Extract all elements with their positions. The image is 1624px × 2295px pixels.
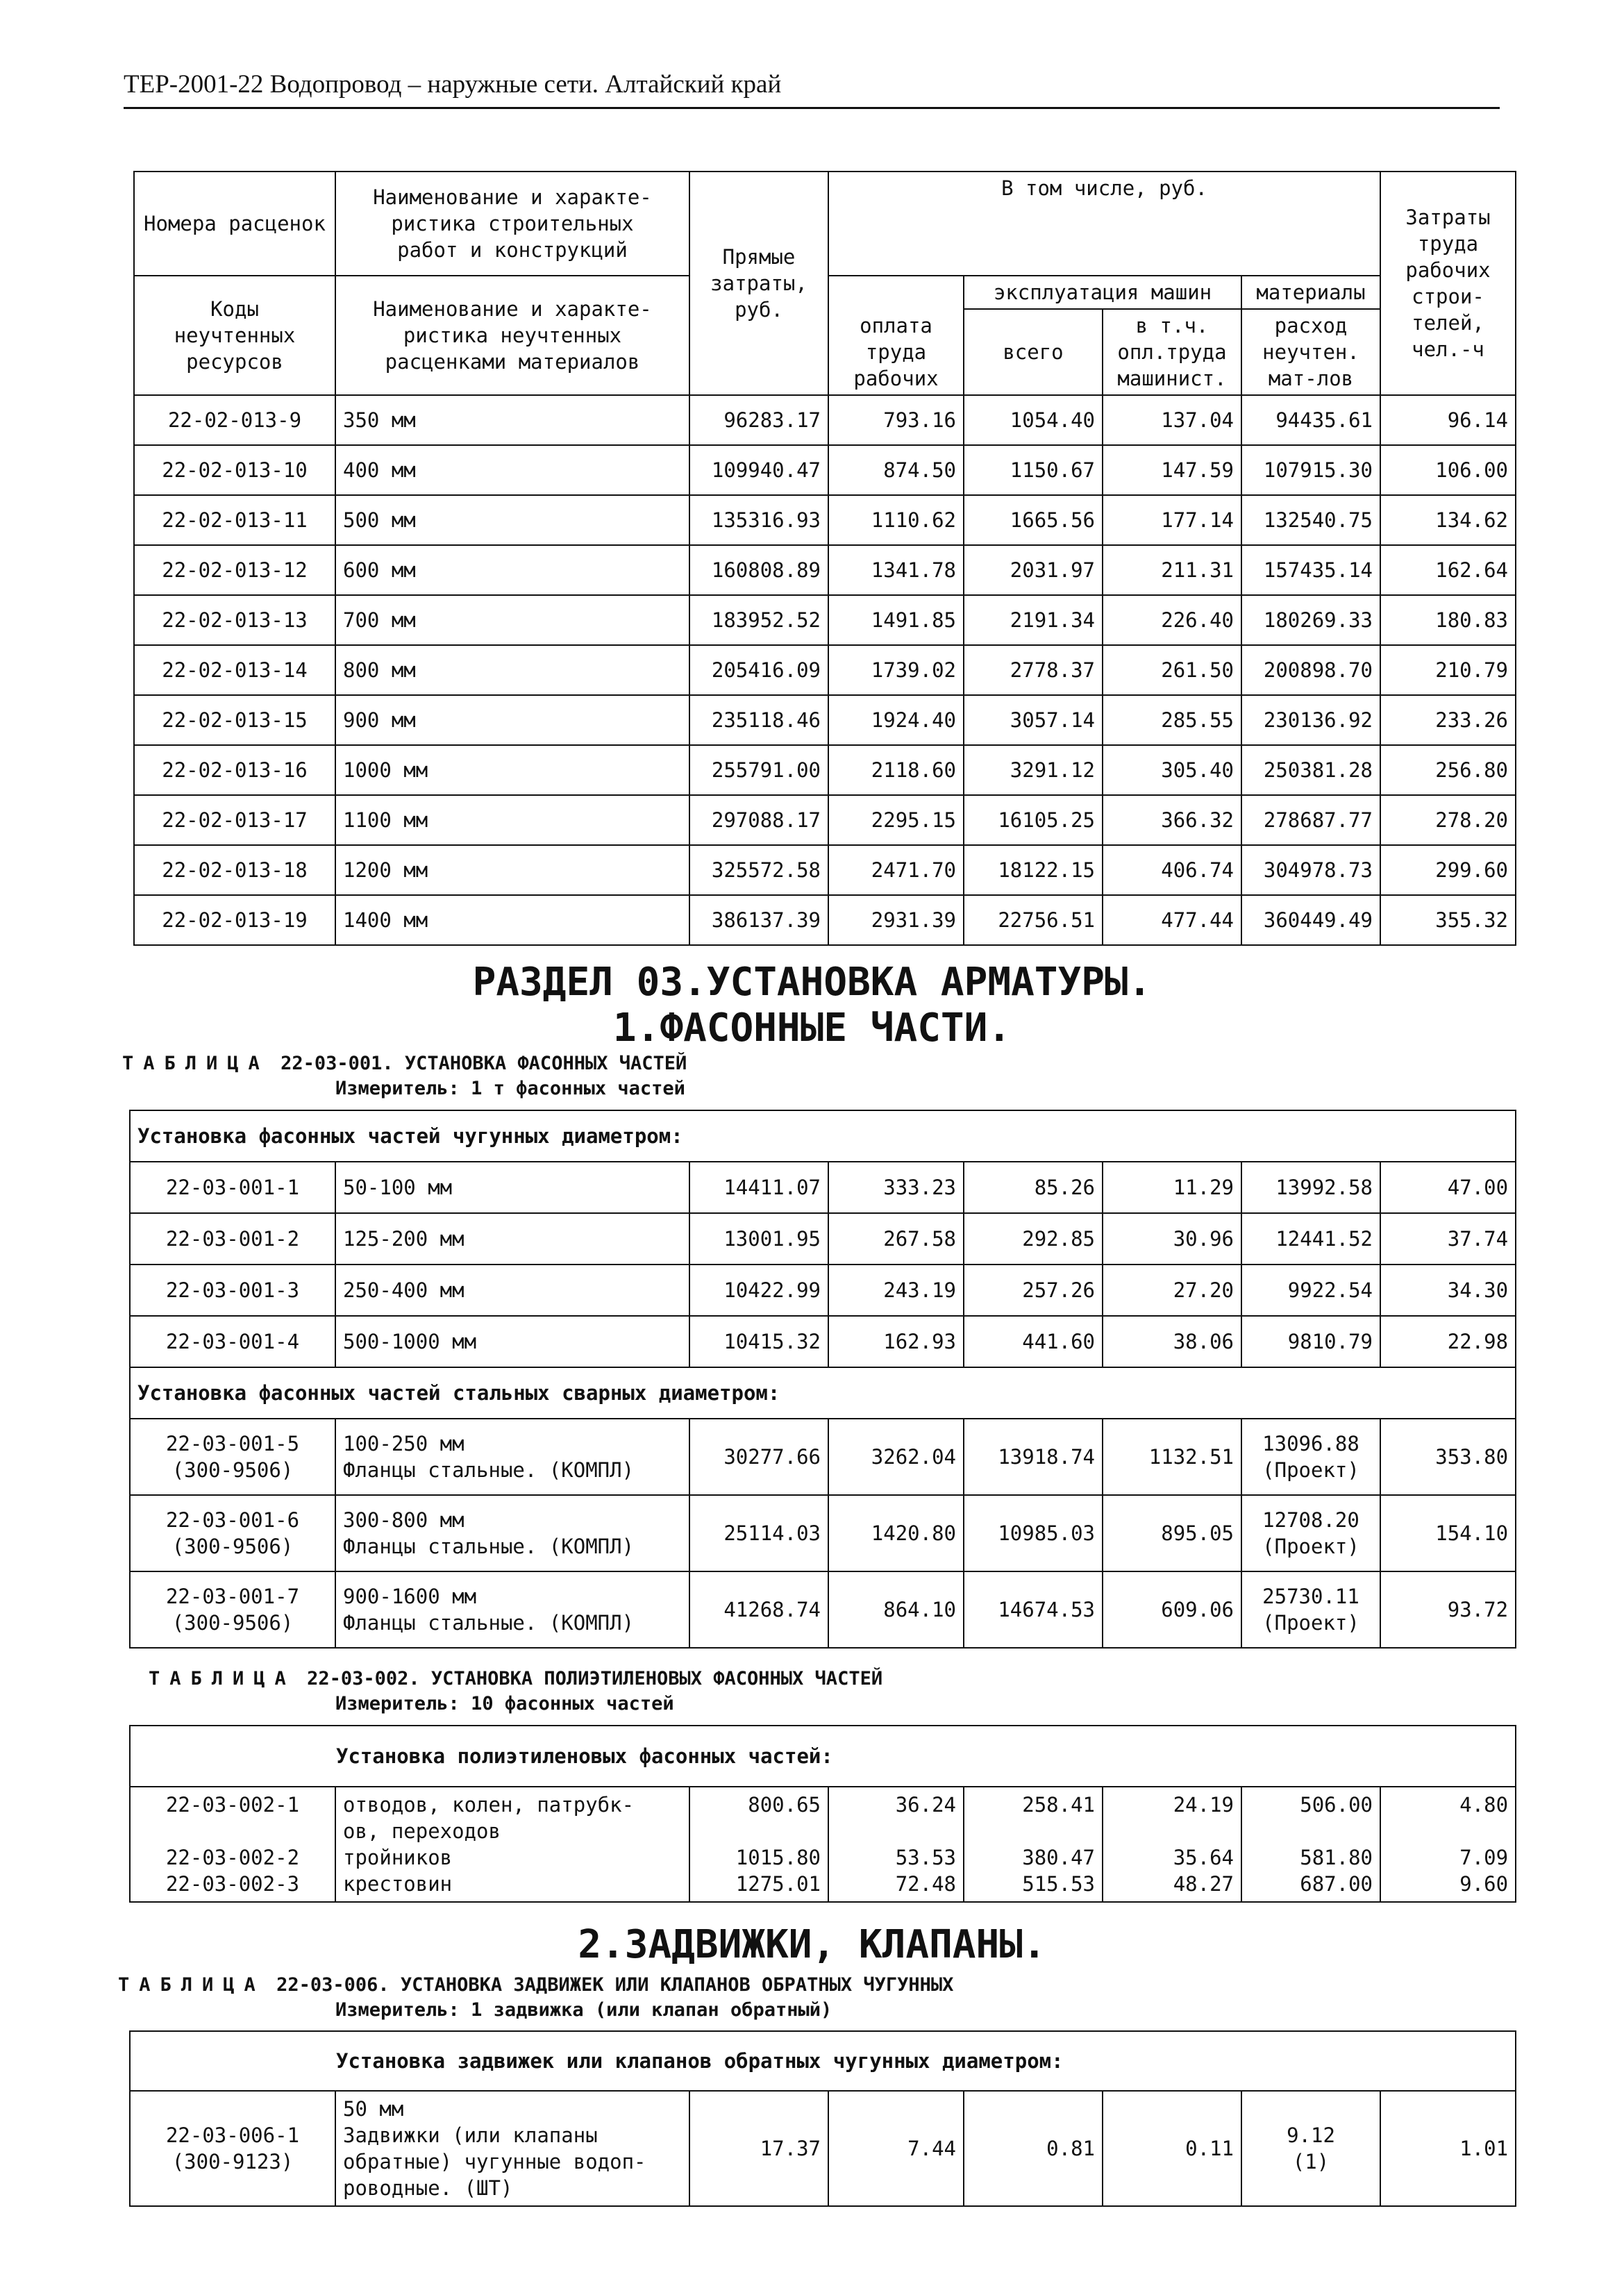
machines-total: 3057.14 [964,695,1103,745]
subsection-valves: 2.ЗАДВИЖКИ, КЛАПАНЫ. [578,1922,1046,1967]
rate-name: 300-800 мм Фланцы стальные. (КОМПЛ) [335,1495,689,1571]
section-title: РАЗДЕЛ 03.УСТАНОВКА АРМАТУРЫ. [472,960,1152,1005]
table-row [130,1787,1516,1902]
rate-name: 1000 мм [335,745,689,795]
rate-codes: 22-03-002-1 22-03-002-2 22-03-002-3 [130,1787,335,1902]
rate-code: 22-02-013-15 [134,695,335,745]
labor-cost: 154.10 [1380,1495,1516,1571]
direct-costs: 14411.07 [689,1162,828,1213]
labor-pay: 2118.60 [828,745,964,795]
labor-pay: 864.10 [828,1571,964,1648]
table-caption-001 [122,1053,687,1074]
table-row [130,1316,1516,1367]
machines-operator-pay: 609.06 [1103,1571,1241,1648]
rate-code: 22-03-001-7 (300-9506) [130,1571,335,1648]
direct-costs: 255791.00 [689,745,828,795]
table-row [130,2091,1516,2206]
machines-total: 22756.51 [964,895,1103,945]
labor-cost: 210.79 [1380,645,1516,695]
machines-total: 2191.34 [964,595,1103,645]
materials: 13096.88 (Проект) [1241,1419,1380,1495]
rate-code: 22-03-006-1 (300-9123) [130,2091,335,2206]
materials: 230136.92 [1241,695,1380,745]
labor-cost: 4.80 7.09 9.60 [1380,1787,1516,1902]
rate-name: 50-100 мм [335,1162,689,1213]
rate-name: 1200 мм [335,845,689,895]
table-measure-002: Измеритель: 10 фасонных частей [335,1693,674,1714]
machines-total: 441.60 [964,1316,1103,1367]
machines-total: 1665.56 [964,495,1103,545]
materials: 9.12 (1) [1241,2091,1380,2206]
materials: 132540.75 [1241,495,1380,545]
machines-total: 10985.03 [964,1495,1103,1571]
table-row [134,495,1516,545]
machines-total: 258.41 380.47 515.53 [964,1787,1103,1902]
rate-code: 22-03-001-2 [130,1213,335,1265]
machines-total: 1054.40 [964,395,1103,445]
table-measure-006: Измеритель: 1 задвижка (или клапан обратный) [335,1999,832,2021]
table-title: 22-03-002. УСТАНОВКА ПОЛИЭТИЛЕНОВЫХ ФАСОННЫХ ЧАСТЕЙ [307,1668,883,1689]
table-label: ТАБЛИЦА [149,1668,296,1689]
group-heading: Установка фасонных частей чугунных диаметром: [130,1110,1516,1162]
labor-cost: 93.72 [1380,1571,1516,1648]
group-heading: Установка фасонных частей стальных сварных диаметром: [130,1367,1516,1419]
table-row [134,845,1516,895]
labor-pay: 2295.15 [828,795,964,845]
table-title: 22-03-006. УСТАНОВКА ЗАДВИЖЕК ИЛИ КЛАПАНОВ ОБРАТНЫХ ЧУГУННЫХ [276,1974,954,1996]
machines-total: 0.81 [964,2091,1103,2206]
table-row [130,1571,1516,1648]
rate-code: 22-03-001-5 (300-9506) [130,1419,335,1495]
table-row [134,745,1516,795]
labor-cost: 233.26 [1380,695,1516,745]
machines-operator-pay: 1132.51 [1103,1419,1241,1495]
direct-costs: 10422.99 [689,1265,828,1316]
rate-name: 500-1000 мм [335,1316,689,1367]
subsection-fittings: 1.ФАСОННЫЕ ЧАСТИ. [612,1005,1012,1051]
machines-operator-pay: 211.31 [1103,545,1241,595]
materials: 12708.20 (Проект) [1241,1495,1380,1571]
direct-costs: 13001.95 [689,1213,828,1265]
machines-operator-pay: 147.59 [1103,445,1241,495]
col-machines-operator-pay: в т.ч. опл.труда машинист. [1103,309,1241,395]
col-machines: эксплуатация машин [964,276,1241,309]
rate-code: 22-03-001-3 [130,1265,335,1316]
labor-pay: 2931.39 [828,895,964,945]
table-label: ТАБЛИЦА [122,1053,269,1074]
col-labor-pay: оплата труда рабочих [828,276,964,395]
materials: 157435.14 [1241,545,1380,595]
materials: 107915.30 [1241,445,1380,495]
machines-total: 16105.25 [964,795,1103,845]
labor-pay: 793.16 [828,395,964,445]
direct-costs: 17.37 [689,2091,828,2206]
page-header: ТЕР-2001-22 Водопровод – наружные сети. Алтайский край [124,70,782,99]
group-row [130,1367,1516,1419]
labor-cost: 106.00 [1380,445,1516,495]
rate-name: 350 мм [335,395,689,445]
rates-table-22-03-002 [129,1725,1516,1903]
machines-total: 292.85 [964,1213,1103,1265]
group-heading: Установка полиэтиленовых фасонных частей: [130,1726,1516,1787]
labor-cost: 47.00 [1380,1162,1516,1213]
direct-costs: 109940.47 [689,445,828,495]
col-rate-numbers: Номера расценок [134,172,335,276]
direct-costs: 135316.93 [689,495,828,545]
machines-operator-pay: 285.55 [1103,695,1241,745]
table-row [134,445,1516,495]
materials: 304978.73 [1241,845,1380,895]
direct-costs: 30277.66 [689,1419,828,1495]
col-work-name: Наименование и характе- ристика строительных работ и конструкций [335,172,689,276]
labor-cost: 278.20 [1380,795,1516,845]
labor-cost: 355.32 [1380,895,1516,945]
materials: 250381.28 [1241,745,1380,795]
materials: 9810.79 [1241,1316,1380,1367]
labor-pay: 7.44 [828,2091,964,2206]
materials: 506.00 581.80 687.00 [1241,1787,1380,1902]
machines-total: 14674.53 [964,1571,1103,1648]
rates-table-22-02-013 [133,171,1516,946]
machines-operator-pay: 30.96 [1103,1213,1241,1265]
rate-code: 22-02-013-9 [134,395,335,445]
machines-operator-pay: 406.74 [1103,845,1241,895]
rate-name: 500 мм [335,495,689,545]
header-divider [124,107,1500,109]
machines-total: 2778.37 [964,645,1103,695]
table-caption-002 [149,1668,882,1689]
labor-cost: 34.30 [1380,1265,1516,1316]
machines-total: 18122.15 [964,845,1103,895]
machines-operator-pay: 477.44 [1103,895,1241,945]
direct-costs: 25114.03 [689,1495,828,1571]
rate-name: 600 мм [335,545,689,595]
table-title: 22-03-001. УСТАНОВКА ФАСОННЫХ ЧАСТЕЙ [281,1053,687,1074]
col-direct-costs: Прямые затраты, руб. [689,172,828,395]
machines-total: 13918.74 [964,1419,1103,1495]
machines-total: 85.26 [964,1162,1103,1213]
labor-pay: 1420.80 [828,1495,964,1571]
rate-name: 800 мм [335,645,689,695]
machines-operator-pay: 177.14 [1103,495,1241,545]
labor-pay: 162.93 [828,1316,964,1367]
labor-cost: 37.74 [1380,1213,1516,1265]
col-unaccounted-codes: Коды неучтенных ресурсов [134,276,335,395]
labor-cost: 22.98 [1380,1316,1516,1367]
labor-pay: 874.50 [828,445,964,495]
table-row [134,695,1516,745]
materials: 200898.70 [1241,645,1380,695]
rate-code: 22-02-013-13 [134,595,335,645]
labor-pay: 1110.62 [828,495,964,545]
rate-name: 700 мм [335,595,689,645]
labor-pay: 333.23 [828,1162,964,1213]
group-row [130,1110,1516,1162]
table-caption-006 [118,1974,953,1996]
rates-table-22-03-001 [129,1110,1516,1649]
col-materials: материалы [1241,276,1380,309]
table-row [130,1213,1516,1265]
machines-operator-pay: 24.19 35.64 48.27 [1103,1787,1241,1902]
machines-operator-pay: 261.50 [1103,645,1241,695]
labor-pay: 243.19 [828,1265,964,1316]
col-including: В том числе, руб. [828,172,1380,276]
group-row [130,2031,1516,2091]
direct-costs: 183952.52 [689,595,828,645]
direct-costs: 160808.89 [689,545,828,595]
rate-name: 900-1600 мм Фланцы стальные. (КОМПЛ) [335,1571,689,1648]
direct-costs: 235118.46 [689,695,828,745]
table-row [134,895,1516,945]
labor-pay: 267.58 [828,1213,964,1265]
materials: 180269.33 [1241,595,1380,645]
direct-costs: 386137.39 [689,895,828,945]
rate-code: 22-02-013-12 [134,545,335,595]
direct-costs: 325572.58 [689,845,828,895]
direct-costs: 41268.74 [689,1571,828,1648]
direct-costs: 205416.09 [689,645,828,695]
rate-name: 50 мм Задвижки (или клапаны обратные) чугунные водоп- роводные. (ШТ) [335,2091,689,2206]
materials: 25730.11 (Проект) [1241,1571,1380,1648]
materials: 94435.61 [1241,395,1380,445]
labor-pay: 36.24 53.53 72.48 [828,1787,964,1902]
machines-operator-pay: 895.05 [1103,1495,1241,1571]
table-row [134,795,1516,845]
rate-code: 22-02-013-19 [134,895,335,945]
rate-names: отводов, колен, патрубк- ов, переходов тройников крестовин [335,1787,689,1902]
materials: 360449.49 [1241,895,1380,945]
direct-costs: 96283.17 [689,395,828,445]
machines-operator-pay: 137.04 [1103,395,1241,445]
labor-pay: 2471.70 [828,845,964,895]
materials: 13992.58 [1241,1162,1380,1213]
machines-operator-pay: 38.06 [1103,1316,1241,1367]
col-materials-unaccounted: расход неучтен. мат-лов [1241,309,1380,395]
machines-operator-pay: 305.40 [1103,745,1241,795]
materials: 12441.52 [1241,1213,1380,1265]
direct-costs: 800.65 1015.80 1275.01 [689,1787,828,1902]
group-heading: Установка задвижек или клапанов обратных чугунных диаметром: [130,2031,1516,2091]
labor-pay: 3262.04 [828,1419,964,1495]
materials: 278687.77 [1241,795,1380,845]
labor-cost: 162.64 [1380,545,1516,595]
table-row [134,395,1516,445]
rate-name: 250-400 мм [335,1265,689,1316]
labor-cost: 96.14 [1380,395,1516,445]
machines-total: 1150.67 [964,445,1103,495]
machines-operator-pay: 0.11 [1103,2091,1241,2206]
header-row-1 [134,172,1516,276]
rates-table-22-03-006 [129,2030,1516,2207]
rate-code: 22-03-001-4 [130,1316,335,1367]
rate-name: 1100 мм [335,795,689,845]
labor-cost: 1.01 [1380,2091,1516,2206]
rate-name: 900 мм [335,695,689,745]
labor-cost: 299.60 [1380,845,1516,895]
labor-cost: 134.62 [1380,495,1516,545]
rate-code: 22-03-001-6 (300-9506) [130,1495,335,1571]
table-row [130,1495,1516,1571]
table-row [130,1265,1516,1316]
rate-name: 400 мм [335,445,689,495]
rate-code: 22-02-013-18 [134,845,335,895]
labor-pay: 1341.78 [828,545,964,595]
rate-name: 125-200 мм [335,1213,689,1265]
table-row [130,1419,1516,1495]
rate-name: 1400 мм [335,895,689,945]
machines-operator-pay: 27.20 [1103,1265,1241,1316]
col-machines-total: всего [964,309,1103,395]
machines-operator-pay: 11.29 [1103,1162,1241,1213]
machines-total: 257.26 [964,1265,1103,1316]
table-measure-001: Измеритель: 1 т фасонных частей [335,1078,685,1099]
table-row [130,1162,1516,1213]
machines-operator-pay: 226.40 [1103,595,1241,645]
rate-code: 22-02-013-16 [134,745,335,795]
direct-costs: 297088.17 [689,795,828,845]
machines-total: 2031.97 [964,545,1103,595]
group-row [130,1726,1516,1787]
materials: 9922.54 [1241,1265,1380,1316]
labor-cost: 353.80 [1380,1419,1516,1495]
machines-total: 3291.12 [964,745,1103,795]
rate-code: 22-02-013-11 [134,495,335,545]
table-row [134,545,1516,595]
direct-costs: 10415.32 [689,1316,828,1367]
rate-code: 22-02-013-14 [134,645,335,695]
labor-pay: 1491.85 [828,595,964,645]
labor-pay: 1924.40 [828,695,964,745]
rate-code: 22-03-001-1 [130,1162,335,1213]
machines-operator-pay: 366.32 [1103,795,1241,845]
rate-code: 22-02-013-17 [134,795,335,845]
labor-cost: 180.83 [1380,595,1516,645]
rate-code: 22-02-013-10 [134,445,335,495]
rate-name: 100-250 мм Фланцы стальные. (КОМПЛ) [335,1419,689,1495]
table-row [134,595,1516,645]
table-label: ТАБЛИЦА [118,1974,265,1996]
labor-cost: 256.80 [1380,745,1516,795]
labor-pay: 1739.02 [828,645,964,695]
col-labor-cost: Затраты труда рабочих строи- телей, чел.-ч [1380,172,1516,395]
col-unaccounted-materials: Наименование и характе- ристика неучтенных расценками материалов [335,276,689,395]
table-row [134,645,1516,695]
